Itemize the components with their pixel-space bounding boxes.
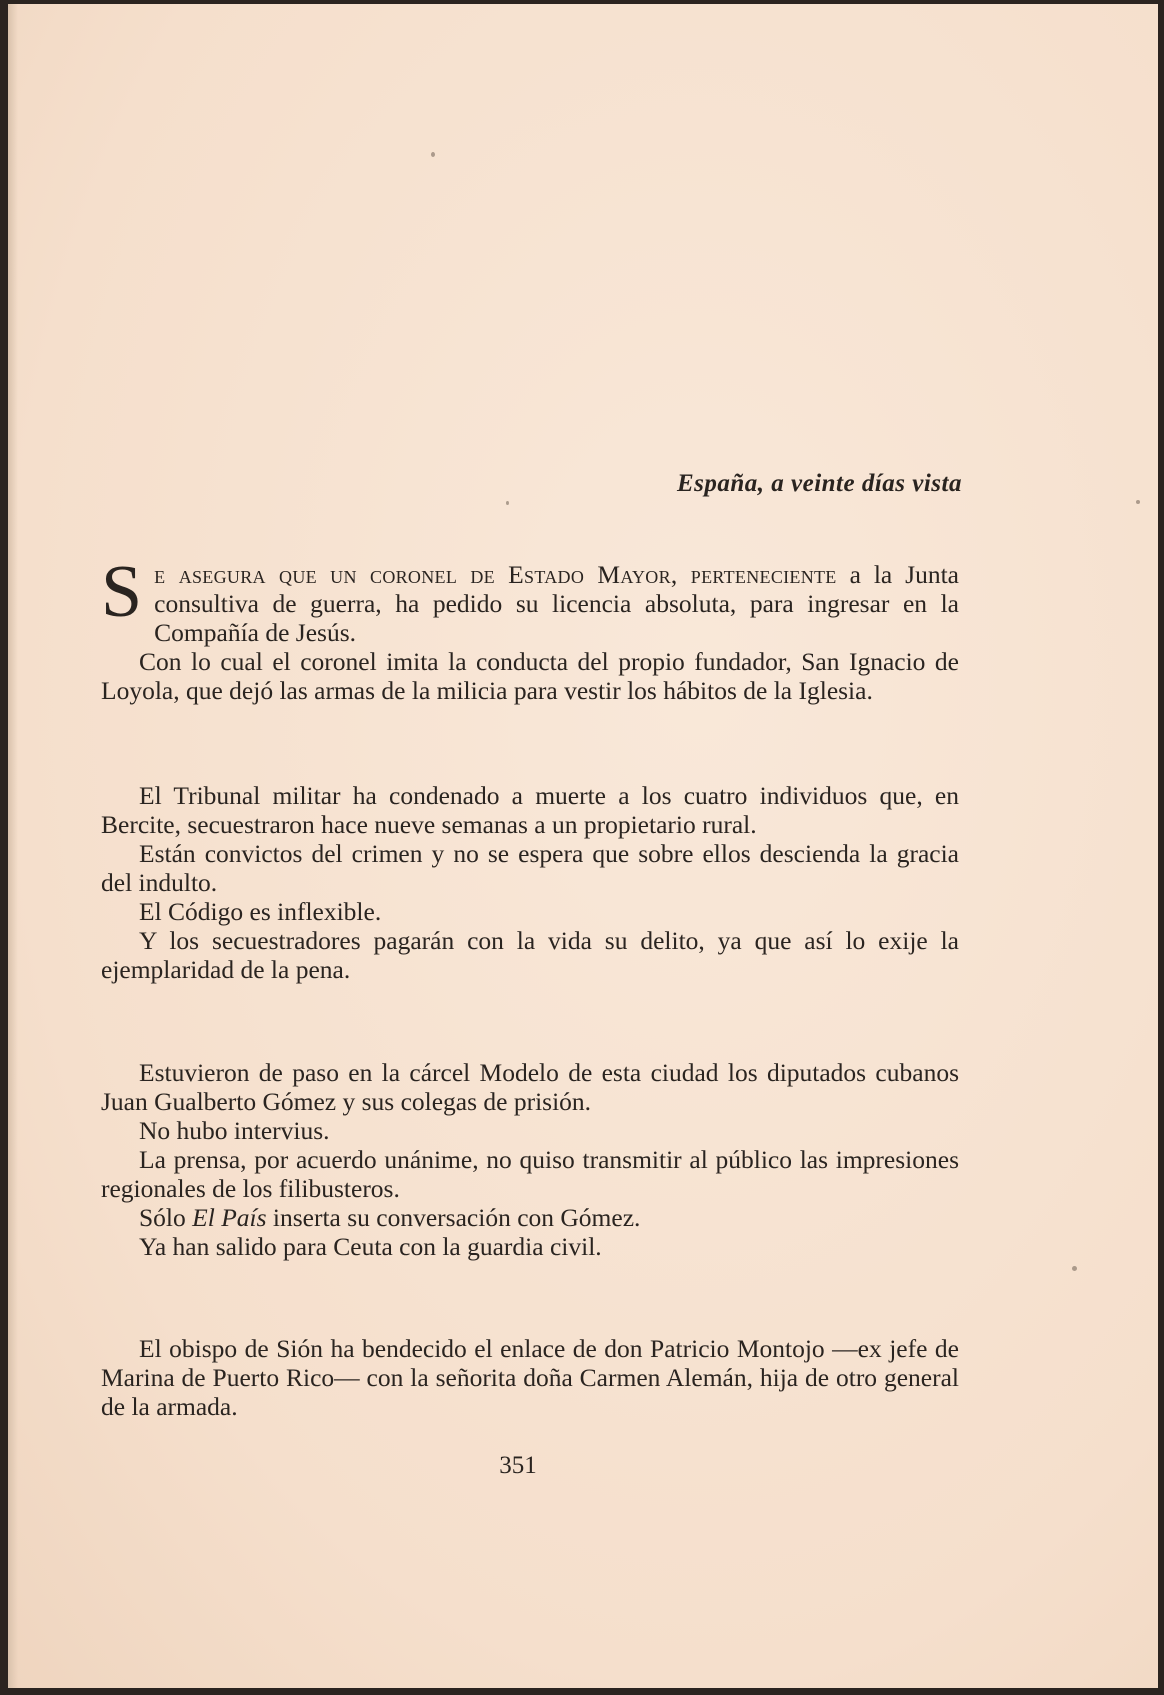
- paragraph: El Código es inflexible.: [139, 897, 382, 926]
- paper-speck: [431, 152, 435, 157]
- paragraph-text: a la Junta consultiva de guerra, ha pedido su licencia absoluta, para ingresar en la Compañía de Jesús.: [154, 560, 959, 647]
- paragraph: Y los secuestradores pagarán con la vida su delito, ya que así lo exije la ejemplaridad de la pena.: [101, 926, 959, 984]
- page-number: 351: [499, 1452, 537, 1479]
- page-binding-edge: [8, 4, 18, 1688]
- paragraph: El obispo de Sión ha bendecido el enlace de don Patricio Montojo —ex jefe de Marina de Puerto Rico— con la señorita doña Carmen Alemán, hija de otro general de la armada.: [101, 1334, 959, 1421]
- running-head: España, a veinte días vista: [676, 470, 962, 497]
- paragraph: Estuvieron de paso en la cárcel Modelo de esta ciudad los diputados cubanos Juan Gualberto Gómez y sus colegas de prisión.: [101, 1058, 959, 1116]
- paragraph: Con lo cual el coronel imita la conducta del propio fundador, San Ignacio de Loyola, que dejó las armas de la milicia para vestir los hábitos de la Iglesia.: [101, 647, 959, 705]
- paper-speck: [1072, 1266, 1077, 1271]
- paragraph: [101, 1203, 959, 1232]
- book-page: [8, 4, 1158, 1688]
- paragraph: Están convictos del crimen y no se espera que sobre ellos descienda la gracia del indulto.: [101, 839, 959, 897]
- paragraph-text: Sólo: [139, 1203, 193, 1232]
- paragraph: Ya han salido para Ceuta con la guardia civil.: [139, 1232, 602, 1261]
- paragraph: La prensa, por acuerdo unánime, no quiso transmitir al público las impresiones regionales de los filibusteros.: [101, 1145, 959, 1203]
- paragraph: El Tribunal militar ha condenado a muerte a los cuatro individuos que, en Bercite, secuestraron hace nueve semanas a un propietario rural.: [101, 781, 959, 839]
- paragraph: No hubo intervius.: [139, 1116, 330, 1145]
- paper-speck: [1136, 500, 1140, 504]
- lead-in-smallcaps: e asegura que un coronel de Estado Mayor, perteneciente: [154, 560, 837, 589]
- news-item-coronel: [101, 551, 959, 705]
- news-item-obispo: [101, 1334, 959, 1421]
- news-item-tribunal: [101, 781, 959, 984]
- paragraph-text: inserta su conversación con Gómez.: [266, 1203, 641, 1232]
- newspaper-title: El País: [192, 1203, 267, 1232]
- drop-cap: S: [101, 551, 143, 633]
- paper-speck: [506, 501, 509, 505]
- news-item-diputados: [101, 1058, 959, 1261]
- paragraph: [101, 551, 959, 647]
